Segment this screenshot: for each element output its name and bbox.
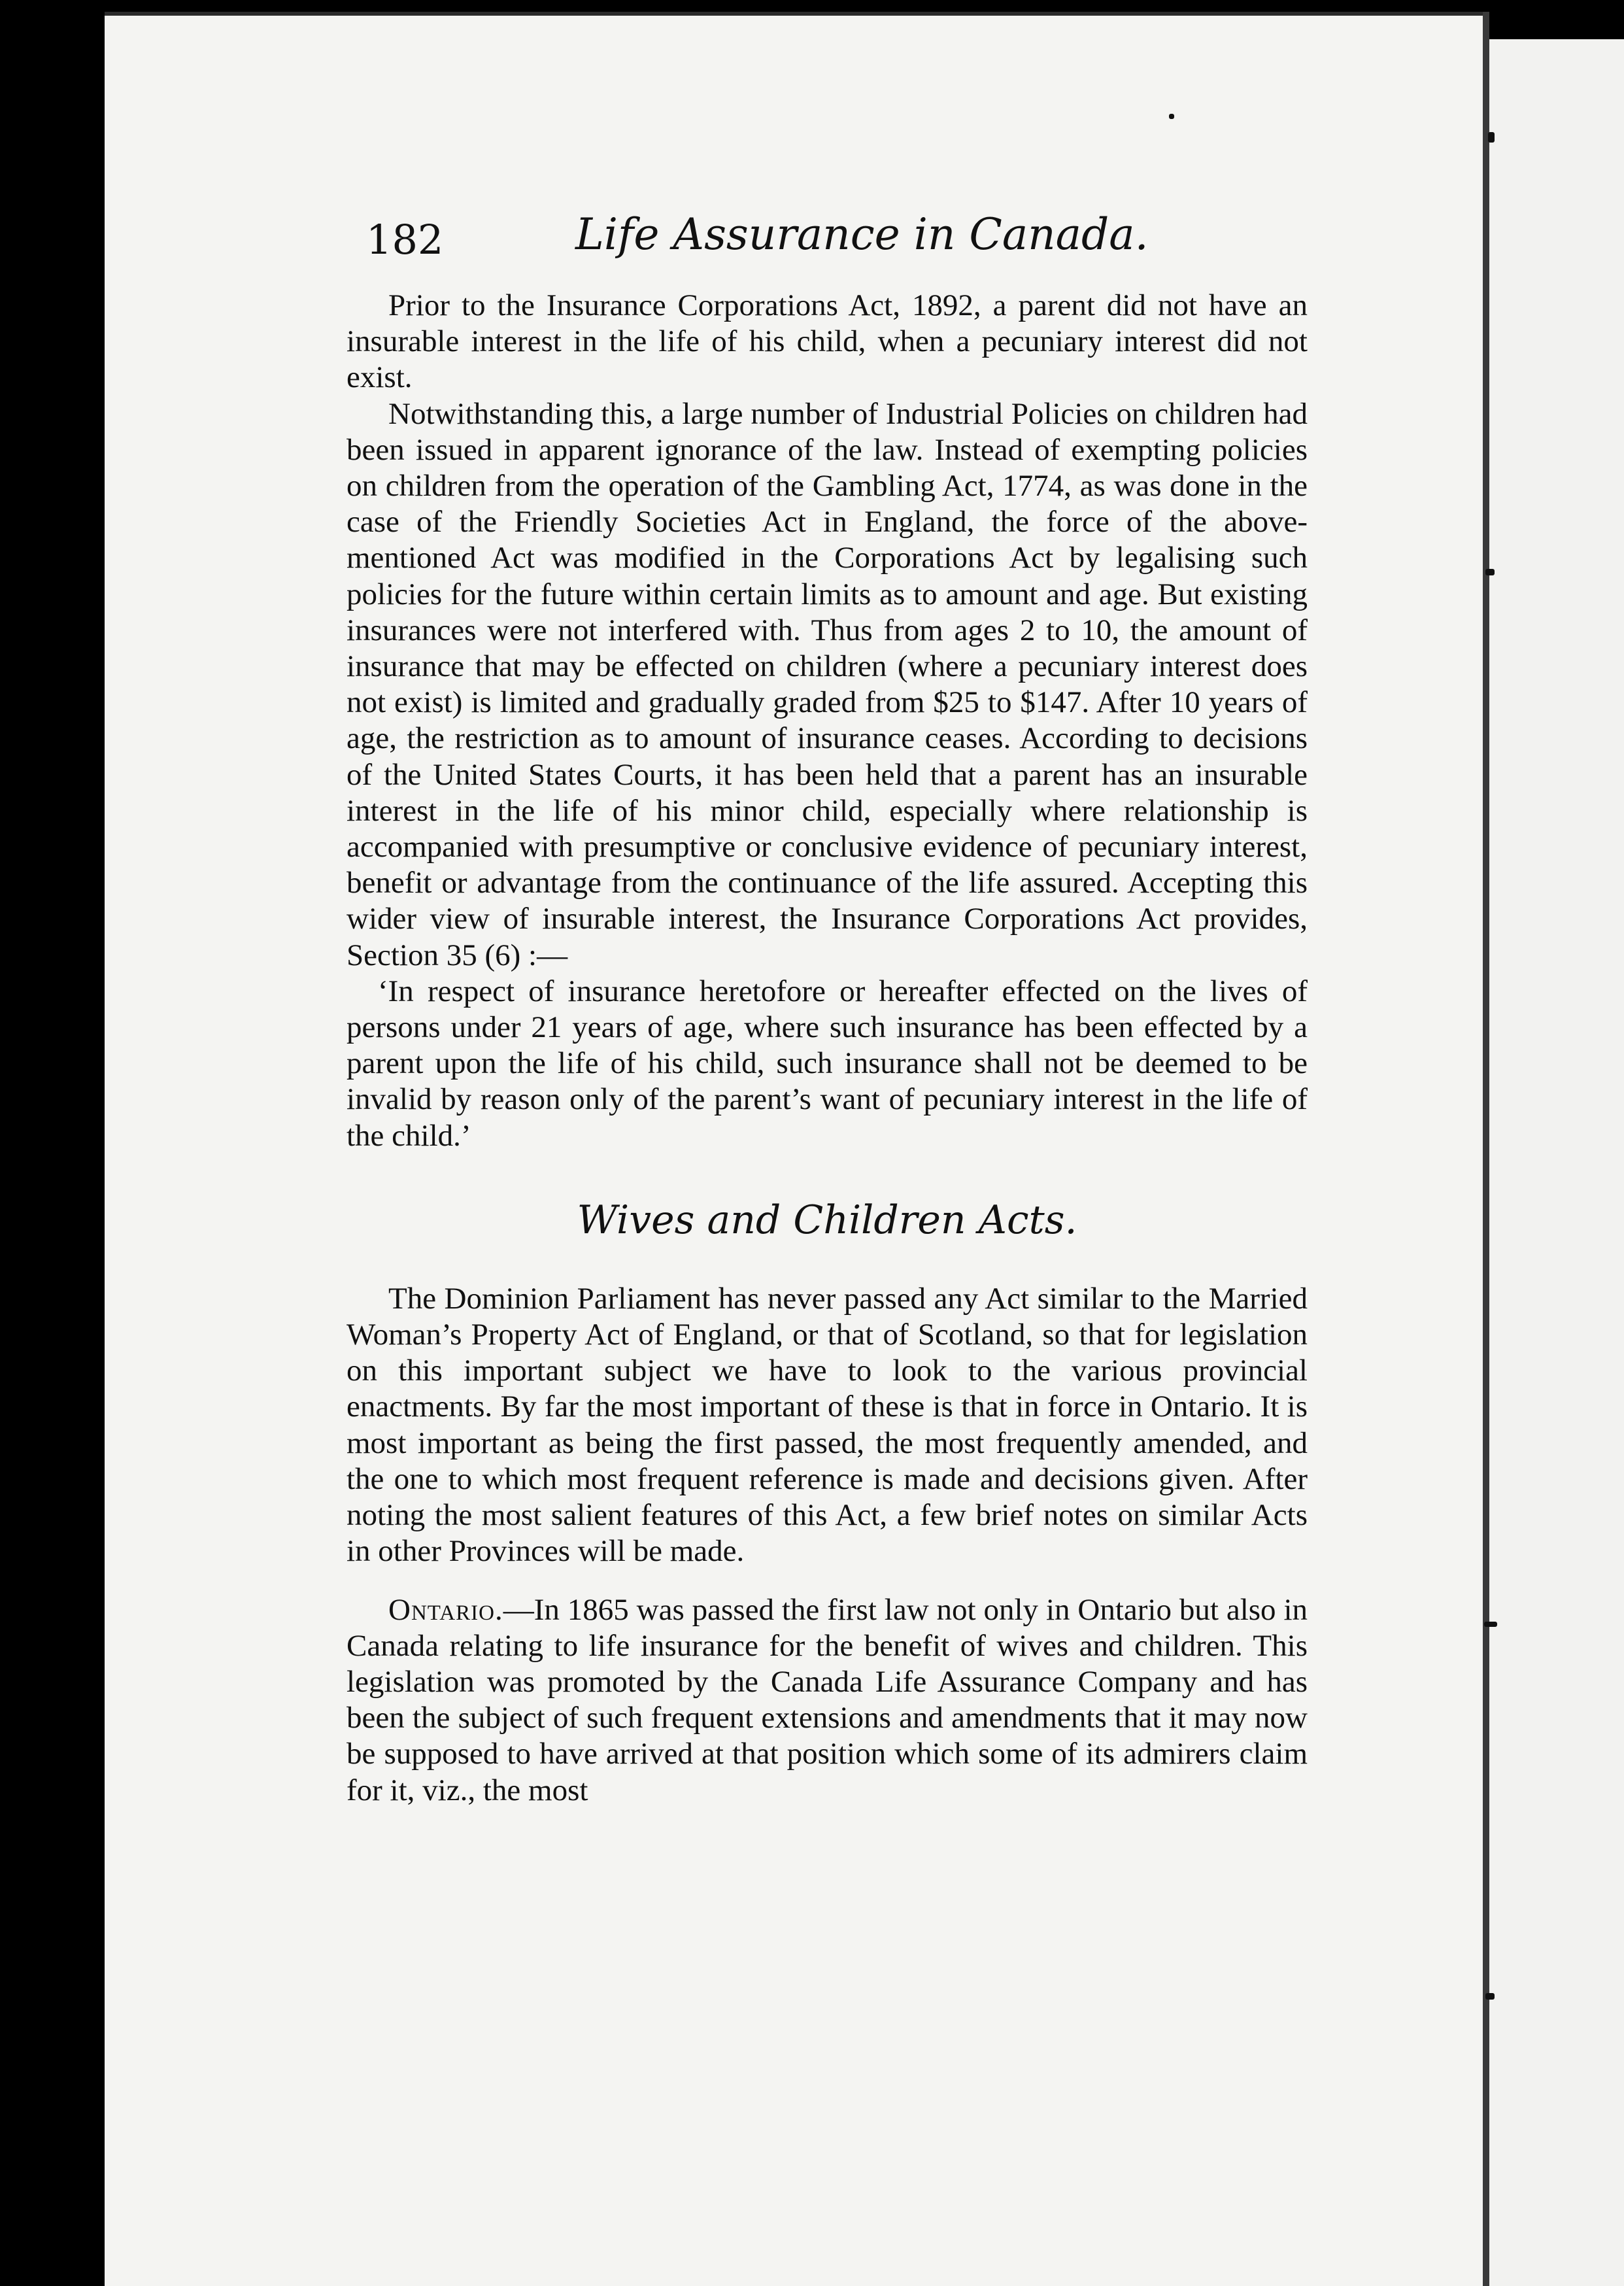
section-heading: Wives and Children Acts. [577, 1197, 1077, 1243]
ink-speck [1485, 569, 1495, 575]
ontario-lead: Ontario. [388, 1592, 503, 1627]
ontario-text: —In 1865 was passed the first law not only in Ontario but also in Canada relating to life insurance for the benefit of wives and children. This legislation was promoted by the Canada Life Assurance Company and has been the subject of such frequent extensions and amendments that it may now be supposed to have arrived at that position which some of its admirers claim for it, viz., the most [347, 1592, 1308, 1807]
ink-speck [1169, 114, 1174, 119]
paragraph-insurable-interest: Prior to the Insurance Corporations Act, 1892, a parent did not have an insurable interest in the life of his child, when a pecuniary interest did not exist. [347, 288, 1308, 395]
quoted-section-35: ‘In respect of insurance heretofore or hereafter effected on the lives of persons under 21 years of age, where such insurance has been effected by a parent upon the life of his child, such insurance shall not be deemed to be invalid by reason only of the parent’s want of pecuniary interest in the life of the child.’ [347, 974, 1308, 1153]
ink-speck [1484, 1622, 1497, 1627]
ink-speck [1485, 1993, 1495, 2000]
page-gutter [1483, 12, 1489, 2286]
ink-speck [1488, 132, 1495, 143]
paragraph-industrial-policies: Notwithstanding this, a large number of Industrial Policies on children had been issued in apparent ignorance of the law. Instead of exempting policies on children from the operation of the Gambling Act, 1774, as was done in the case of the Friendly Societies Act in England, the force of the above-mentioned Act was modified in the Corporations Act by legalising such policies for the future within certain limits as to amount and age. But existing insurances were not interfered with. Thus from ages 2 to 10, the amount of insurance that may be effected on children (where a pecuniary interest does not exist) is limited and gradually graded from $25 to $147. After 10 years of age, the restriction as to amount of insurance ceases. According to decisions of the United States Courts, it has been held that a parent has an insurable interest in the life of his minor child, especially where relationship is accompanied with presumptive or conclusive evidence of pecuniary interest, benefit or advantage from the continuance of the life assured. Accepting this wider view of insurable interest, the Insurance Corporations Act provides, Section 35 (6) :— [347, 396, 1308, 972]
paragraph-dominion-parliament: The Dominion Parliament has never passed any Act similar to the Married Woman’s Property Act of England, or that of Scotland, so that for legislation on this important subject we have to look to the various provincial enactments. By far the most important of these is that in force in Ontario. It is most important as being the first passed, the most frequently amended, and the one to which most frequent reference is made and decisions given. After noting the most salient features of this Act, a few brief notes on similar Acts in other Provinces will be made. [347, 1281, 1308, 1569]
page-number: 182 [366, 216, 444, 264]
paragraph-ontario [347, 1592, 1308, 1809]
page-header [366, 209, 1347, 275]
page-body [347, 288, 1308, 1809]
facing-page-edge [1489, 39, 1624, 2286]
running-title: Life Assurance in Canada. [575, 209, 1149, 260]
paragraph-gap [347, 1570, 1308, 1592]
